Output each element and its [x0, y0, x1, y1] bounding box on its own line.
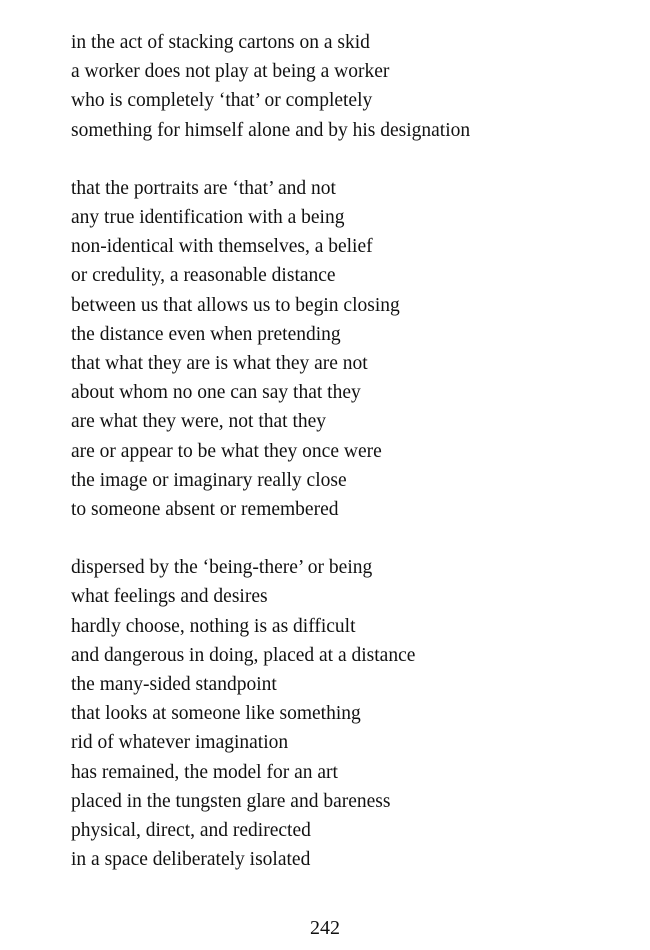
poem-line: dispersed by the ‘being-there’ or being	[71, 557, 373, 579]
poem-line: to someone absent or remembered	[71, 499, 339, 521]
poem-line: are what they were, not that they	[71, 411, 327, 433]
poem-line: in a space deliberately isolated	[71, 849, 311, 871]
poem-line: what feelings and desires	[71, 586, 268, 608]
poem-line: the distance even when pretending	[71, 323, 341, 345]
poem-line: something for himself alone and by his designation	[71, 119, 471, 141]
poem-line: that what they are is what they are not	[71, 353, 368, 375]
poem-line: any true identification with a being	[71, 207, 345, 229]
poem-line: a worker does not play at being a worker	[71, 61, 390, 83]
poem-line: the many-sided standpoint	[71, 674, 277, 696]
poem-line: that looks at someone like something	[71, 703, 361, 725]
poem-line: hardly choose, nothing is as difficult	[71, 615, 356, 637]
poem-line: between us that allows us to begin closing	[71, 294, 400, 316]
poem-line: are or appear to be what they once were	[71, 440, 382, 462]
page-number: 242	[310, 917, 340, 939]
poem-line: physical, direct, and redirected	[71, 820, 311, 842]
stanza-3	[71, 553, 631, 874]
poem-line: and dangerous in doing, placed at a distance	[71, 644, 416, 666]
poem-line: in the act of stacking cartons on a skid	[71, 32, 370, 53]
poem-line: has remained, the model for an art	[71, 761, 338, 783]
stanza-2	[71, 174, 631, 524]
poem-line: or credulity, a reasonable distance	[71, 265, 336, 287]
poem-line: rid of whatever imagination	[71, 732, 289, 754]
poem-line: about whom no one can say that they	[71, 382, 361, 404]
poem-line: who is completely ‘that’ or completely	[71, 90, 373, 112]
poem-line: that the portraits are ‘that’ and not	[71, 177, 336, 199]
poem-body	[71, 28, 631, 874]
poem-line: placed in the tungsten glare and bareness	[71, 790, 391, 812]
stanza-1	[71, 28, 631, 145]
poem-line: non-identical with themselves, a belief	[71, 236, 373, 258]
poem-line: the image or imaginary really close	[71, 469, 347, 491]
